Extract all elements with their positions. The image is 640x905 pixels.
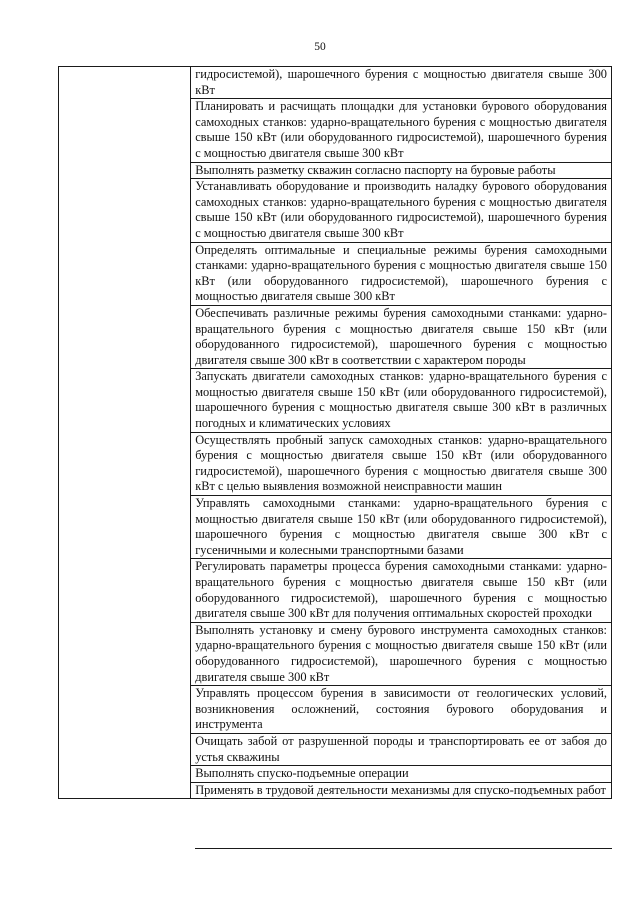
table-cell: Выполнять разметку скважин согласно паспорту на буровые работы: [191, 162, 612, 179]
table-cell: Регулировать параметры процесса бурения самоходными станками: ударно-вращательного бурения с мощностью двигателя свыше 150 кВт (или оборудованного гидросистемой), шарошечного бурения с мощностью двигателя свыше 300 кВт для получения оптимальных скоростей проходки: [191, 559, 612, 622]
table-cell: Определять оптимальные и специальные режимы бурения самоходными станками: ударно-вращательного бурения с мощностью двигателя свыше 150 кВт (или оборудованного гидросистемой), шарошечного бурения с мощностью двигателя свыше 300 кВт: [191, 242, 612, 305]
table-cell: Выполнять установку и смену бурового инструмента самоходных станков: ударно-вращательного бурения с мощностью двигателя свыше 150 кВт (или оборудованного гидросистемой), шарошечного бурения с мощностью двигателя свыше 300 кВт: [191, 622, 612, 685]
page-number: 50: [314, 41, 326, 53]
table-cell: Управлять процессом бурения в зависимости от геологических условий, возникновения осложнений, состояния бурового оборудования и инструмента: [191, 686, 612, 734]
table-cell: гидросистемой), шарошечного бурения с мощностью двигателя свыше 300 кВт: [191, 67, 612, 99]
bottom-rule: [195, 848, 612, 849]
empty-left-cell: [59, 67, 191, 799]
table-cell: Осуществлять пробный запуск самоходных станков: ударно-вращательного бурения с мощностью двигателя свыше 150 кВт (или оборудованного гидросистемой), шарошечного бурения с мощностью двигателя свыше 300 кВт с целью выявления возможной неисправности машин: [191, 432, 612, 495]
skills-table-body: [59, 67, 612, 799]
table-cell: Планировать и расчищать площадки для установки бурового оборудования самоходных станков: ударно-вращательного бурения с мощностью двигателя свыше 150 кВт (или оборудованного гидросистемой), шарошечного бурения с мощностью двигателя свыше 300 кВт: [191, 99, 612, 162]
table-row: [59, 67, 612, 99]
skills-table: [58, 66, 612, 799]
table-cell: Применять в трудовой деятельности механизмы для спуско-подъемных работ: [191, 782, 612, 799]
table-cell: Обеспечивать различные режимы бурения самоходными станками: ударно-вращательного бурения с мощностью двигателя свыше 150 кВт (или оборудованного гидросистемой), шарошечного бурения с мощностью двигателя свыше 300 кВт в соответствии с характером породы: [191, 305, 612, 368]
table-cell: Управлять самоходными станками: ударно-вращательного бурения с мощностью двигателя свыше 150 кВт (или оборудованного гидросистемой), шарошечного бурения с мощностью двигателя свыше 300 кВт с гусеничными и колесными транспортными базами: [191, 496, 612, 559]
table-cell: Очищать забой от разрушенной породы и транспортировать ее от забоя до устья скважины: [191, 733, 612, 765]
table-cell: Устанавливать оборудование и производить наладку бурового оборудования самоходных станков: ударно-вращательного бурения с мощностью двигателя свыше 150 кВт (или оборудованного гидросистемой), шарошечного бурения с мощностью двигателя свыше 300 кВт: [191, 179, 612, 242]
table-cell: Выполнять спуско-подъемные операции: [191, 766, 612, 783]
table-cell: Запускать двигатели самоходных станков: ударно-вращательного бурения с мощностью двигателя свыше 150 кВт (или оборудованного гидросистемой), шарошечного бурения с мощностью двигателя свыше 300 кВт в различных погодных и климатических условиях: [191, 369, 612, 432]
